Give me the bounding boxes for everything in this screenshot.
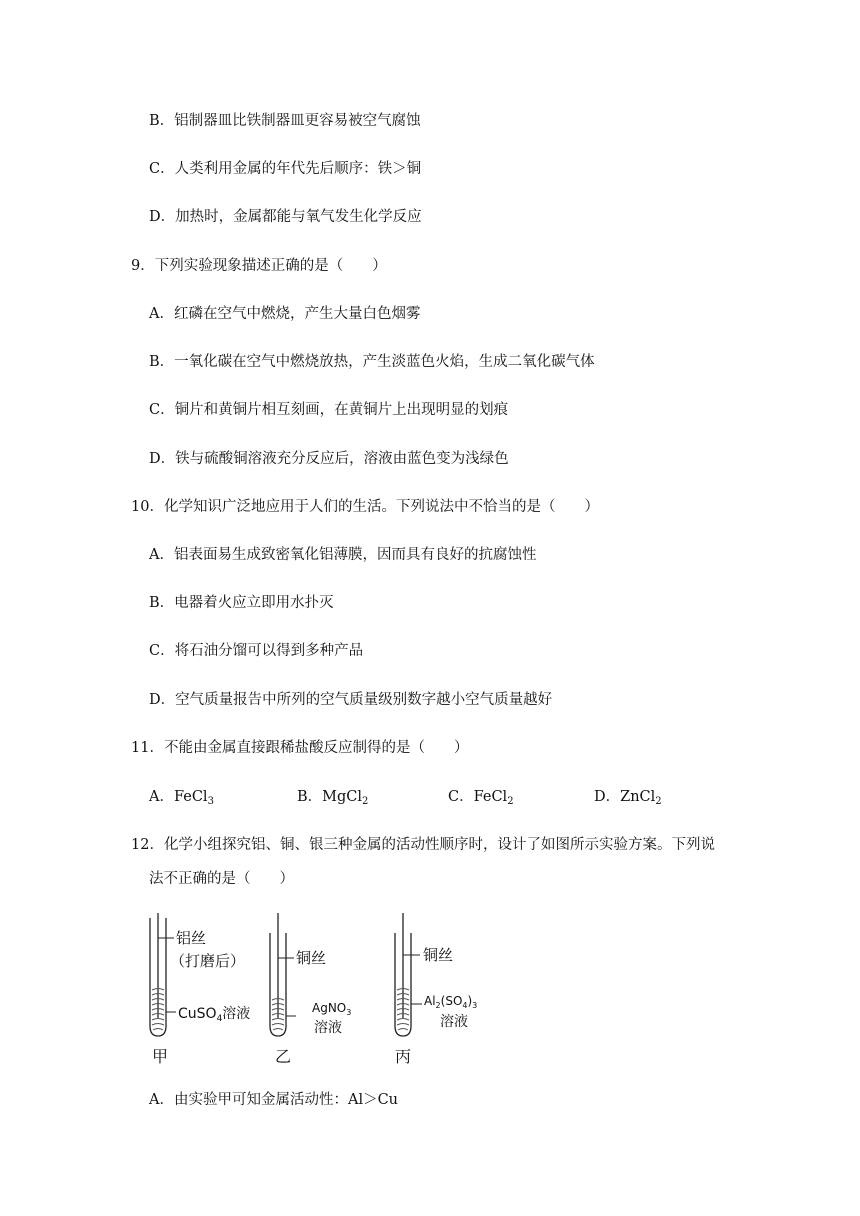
caption-yi: 乙 xyxy=(275,1047,292,1066)
q12-stem-line1: 12．化学小组探究铝、铜、银三种金属的活动性顺序时，设计了如图所示实验方案。下列说 xyxy=(131,837,715,853)
q11-option-c: C．FeCl$_2$ xyxy=(448,789,514,807)
q9-stem: 9．下列实验现象描述正确的是（ ） xyxy=(131,258,387,274)
label-wire-yi: 铜丝 xyxy=(296,949,327,967)
experiment-figure xyxy=(140,908,500,1073)
caption-jia: 甲 xyxy=(152,1047,169,1066)
test-tube-yi xyxy=(270,913,296,1036)
q11-stem: 11．不能由金属直接跟稀盐酸反应制得的是（ ） xyxy=(131,740,469,756)
q9-option-a: A．红磷在空气中燃烧，产生大量白色烟雾 xyxy=(149,306,421,322)
label-solution-yi: AgNO$_3$ xyxy=(312,1001,352,1017)
q9-option-d: D．铁与硫酸铜溶液充分反应后，溶液由蓝色变为浅绿色 xyxy=(149,451,509,467)
test-tube-bing xyxy=(395,913,422,1036)
label-wire-bing: 铜丝 xyxy=(423,946,454,964)
q10-option-d: D．空气质量报告中所列的空气质量级别数字越小空气质量越好 xyxy=(149,692,553,708)
q8-option-c: C．人类利用金属的年代先后顺序：铁＞铜 xyxy=(149,161,422,177)
q12-option-a: A．由实验甲可知金属活动性：Al＞Cu xyxy=(149,1092,399,1108)
q8-option-d: D．加热时，金属都能与氧气发生化学反应 xyxy=(149,209,422,225)
test-tube-jia xyxy=(150,913,176,1036)
q12-stem-line2: 法不正确的是（ ） xyxy=(149,871,294,887)
q9-option-b: B．一氧化碳在空气中燃烧放热，产生淡蓝色火焰，生成二氧化碳气体 xyxy=(149,354,595,370)
q11-option-a: A．FeCl$_3$ xyxy=(149,789,214,807)
label-solution-bing-2: 溶液 xyxy=(440,1014,468,1030)
label-wire-jia: 铝丝 xyxy=(176,929,207,947)
q10-option-b: B．电器着火应立即用水扑灭 xyxy=(149,595,334,611)
q8-option-b: B．铝制器皿比铁制器皿更容易被空气腐蚀 xyxy=(149,113,421,129)
q11-option-b: B．MgCl$_2$ xyxy=(297,789,369,807)
label-solution-bing: $Al_2(SO_4)_3$ xyxy=(424,994,478,1010)
label-wire-jia-note: （打磨后） xyxy=(170,952,246,970)
q10-option-c: C．将石油分馏可以得到多种产品 xyxy=(149,643,364,659)
caption-bing: 丙 xyxy=(395,1047,412,1066)
q10-stem: 10．化学知识广泛地应用于人们的生活。下列说法中不恰当的是（ ） xyxy=(131,499,599,515)
q10-option-a: A．铝表面易生成致密氧化铝薄膜，因而具有良好的抗腐蚀性 xyxy=(149,547,537,563)
q9-option-c: C．铜片和黄铜片相互刻画，在黄铜片上出现明显的划痕 xyxy=(149,402,509,418)
label-solution-yi-2: 溶液 xyxy=(314,1020,342,1036)
label-solution-jia: CuSO$_4$溶液 xyxy=(178,1006,251,1024)
q11-option-d: D．ZnCl$_2$ xyxy=(594,789,662,807)
